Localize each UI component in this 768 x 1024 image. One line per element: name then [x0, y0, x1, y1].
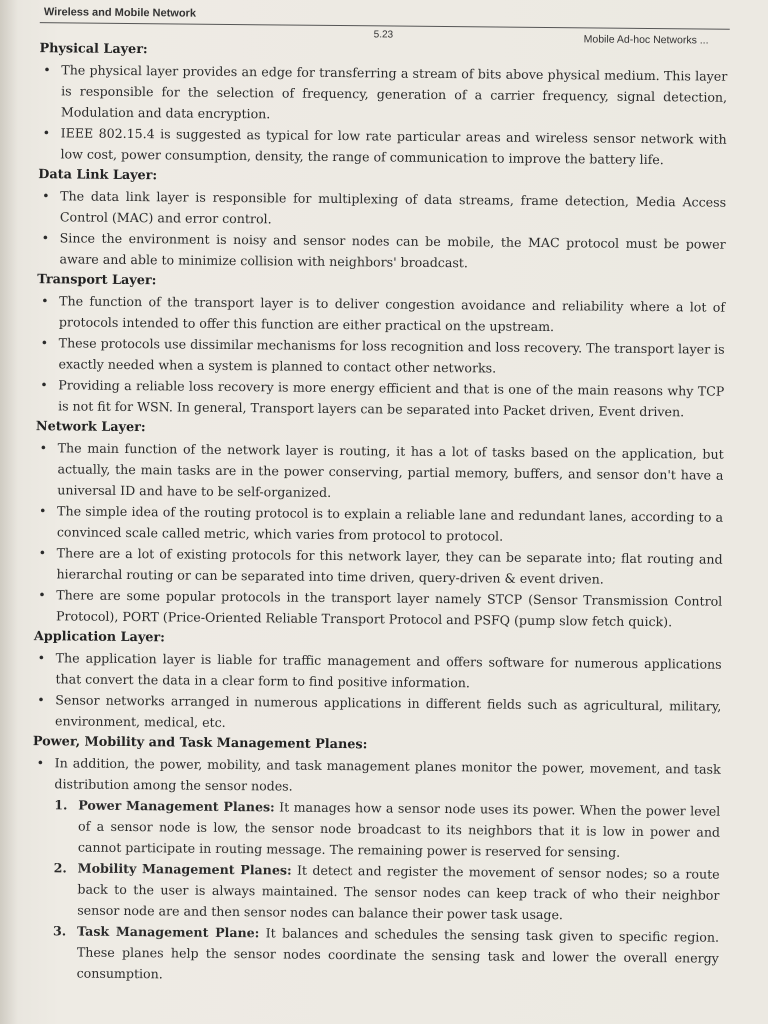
page-number: 5.23: [373, 29, 394, 41]
item-number: 1.: [54, 797, 68, 813]
bullet-item: • The data link layer is responsible for multiplexing of data streams, frame detection, Media Access Control (MAC) and error control.: [38, 185, 726, 234]
bullet-item: • There are a lot of existing protocols for this network layer, they can be separate into; flat routing and hierarchal routing or can be separated into time driven, query-driven & event driven.: [34, 542, 722, 591]
bullet-list-application: [33, 647, 722, 738]
numbered-item: [53, 857, 720, 926]
bullet-item: • Providing a reliable loss recovery is more energy efficient and that is one of the main reasons why TCP is not fit for WSN. In general, Transport layers can be separated into Packet driven, Event driven.: [36, 374, 724, 423]
bullet-list-data-link: [37, 185, 726, 276]
bullet-item: • There are some popular protocols in the transport layer namely STCP (Sensor Transmission Control Protocol), PORT (Price-Oriented Reliable Transport Protocol and PSFQ (pump slow fetch quick).: [34, 584, 722, 633]
section-heading-network: Network Layer:: [35, 419, 146, 436]
item-term: Mobility Management Planes:: [77, 860, 292, 878]
bullet-item: • Sensor networks arranged in numerous applications in different fields such as agricultural, military, environment, medical, etc.: [33, 689, 721, 738]
bullet-item: • In addition, the power, mobility, and task management planes monitor the power, movement, and task distribution among the sensor nodes.: [32, 752, 720, 801]
bullet-item: • The application layer is liable for traffic management and offers software for numerous applications that convert the data in a clear form to find positive information.: [33, 647, 721, 696]
numbered-list-planes: [31, 794, 721, 990]
section-heading-transport: Transport Layer:: [37, 272, 157, 289]
page-content: [16, 0, 726, 1024]
running-header-chapter: Mobile Ad-hoc Networks ...: [583, 33, 709, 47]
bullet-item: • The main function of the network layer is routing, it has a lot of tasks based on the application, but actually, the main tasks are in the power conserving, partial memory, buffers, and sensor don't have a universal ID and have to be self-organized.: [35, 437, 724, 507]
bullet-list-physical: [38, 59, 727, 171]
item-text: It detect and register the movement of sensor nodes; so a route back to the user is always maintained. The sensor nodes can keep track of who their neighbor sensor node are and then sensor nodes can balance their power task usage.: [77, 862, 720, 923]
bullet-list-transport: [36, 290, 725, 423]
item-text: It manages how a sensor node uses its power. When the power level of a sensor node is low, the sensor node broadcast to its neighbors that it is low in power and cannot participate in routing message. The remaining power is reserved for sensing.: [77, 799, 721, 860]
bullet-item: • The physical layer provides an edge for transferring a stream of bits above physical medium. This layer is responsible for the selection of frequency, generation of a carrier frequency, signal detection, Modulation and data encryption.: [39, 59, 728, 129]
section-heading-physical: Physical Layer:: [39, 41, 148, 58]
section-heading-data-link: Data Link Layer:: [38, 167, 158, 184]
bullet-item: • The simple idea of the routing protocol is to explain a reliable lane and redundant lanes, according to a convinced scale called metric, which varies from protocol to protocol.: [35, 500, 723, 549]
page-body: [31, 38, 728, 990]
section-heading-planes: Power, Mobility and Task Management Planes:: [32, 734, 368, 753]
bullet-item: • IEEE 802.15.4 is suggested as typical for low rate particular areas and wireless sensor network with low cost, power consumption, density, the range of communication to improve the battery life.: [38, 122, 726, 171]
bullet-item: • These protocols use dissimilar mechanisms for loss recognition and loss recovery. The transport layer is exactly needed when a system is planned to contact other networks.: [36, 332, 724, 381]
item-term: Power Management Planes:: [78, 797, 275, 815]
item-number: 2.: [53, 860, 67, 876]
bullet-item: • The function of the transport layer is to deliver congestion avoidance and reliability where a lot of protocols intended to offer this function are either practical on the upstream.: [37, 290, 725, 339]
bullet-list-network: [34, 437, 724, 633]
bullet-item: • Since the environment is noisy and sensor nodes can be mobile, the MAC protocol must be power aware and able to minimize collision with neighbors' broadcast.: [37, 227, 725, 276]
item-term: Task Management Plane:: [76, 923, 260, 941]
running-header-title: Wireless and Mobile Network: [43, 6, 197, 20]
numbered-item: [54, 794, 721, 863]
item-text: It balances and schedules the sensing task given to specific region. These planes help the sensor nodes coordinate the sensing task and lower the overall energy consumption.: [76, 925, 720, 982]
bullet-list-planes: [32, 752, 720, 801]
item-number: 3.: [52, 923, 67, 939]
section-heading-application: Application Layer:: [33, 629, 165, 646]
numbered-item: [53, 920, 720, 989]
